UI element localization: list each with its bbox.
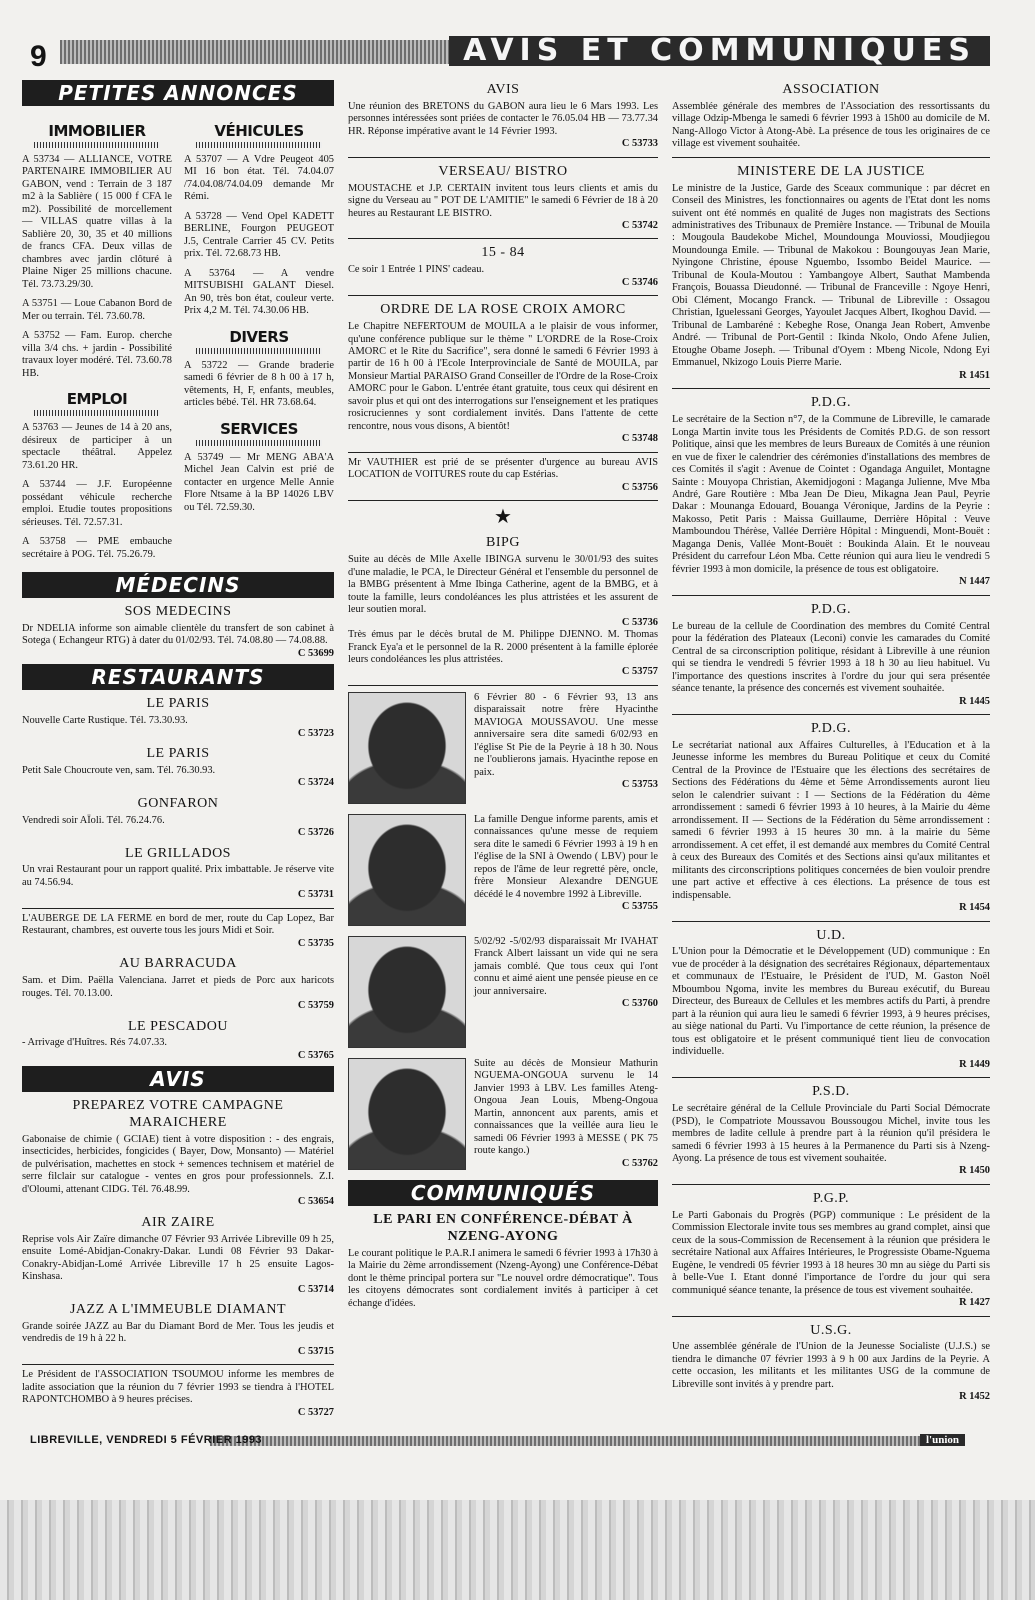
notice-title: P.D.G. [811,395,851,411]
classified-ad: A 53749 — Mr MENG ABA'A Michel Jean Calvin est prié de contacter en urgence Melle Annie Flore Ntsame à la BP 14026 LBV ou Tél. 72.59.30. [184,451,334,513]
obituary-item [348,1058,658,1170]
notice-body: Le bureau de la cellule de Coordination des membres du Comité Central pour la fédération des Plateaux (Leconi) convie les camarades du Comité Central de sa circonscription politique, résidant à Libreville à une réunion qui se tiendra le vendredi 5 février 1993 à 18 h 30 au lieu habituel. Vu l'importance des questions inscrites à l'ordre du jour qui sera présentée séance tenante, la présence des concernés est vivement souhaitée. [672,620,990,695]
restaurant-text: Nouvelle Carte Rustique. Tél. 73.30.93. [22,715,188,727]
divider [22,908,334,909]
column-3 [672,76,990,1404]
divider [348,238,658,239]
notice-body: Le Chapitre NEFERTOUM de MOUILA a le plaisir de vous informer, qu'une conférence publique sur le thème " L'ORDRE de la Rose-Croix AMORC et le Rite du Sacrifice", sera donné le samedi 6 Février 1993 à partir de 16 h 00 à l'Ecole Interprovinciale de Santé de MOUILA, par Monsieur Martial PARAISO Grand Conseiller de l'Ordre de la Rose-Croix AMORC pour le Gabon. L'entrée étant gratuite, tous ceux qui désirent en savoir plus et qui ont des interrogations sur l'enseignement et les pratiques rosicruciennes y sont cordialement invités. Dans l'attente de cette rencontre, nous vous disons, A bientôt! [348,321,658,432]
notice-title: P.G.P. [812,1190,850,1206]
divider [22,1364,334,1365]
classified-ad: A 53722 — Grande braderie samedi 6 février de 8 h 00 à 17 h, vêtements, H, F, enfants, meubles, articles bébé. Tél. HR 73.68.64. [184,359,334,409]
divider [672,714,990,715]
divider [672,921,990,922]
restaurant-text: L'AUBERGE DE LA FERME en bord de mer, route du Cap Lopez, Bar Restaurant, chambres, est ouverte tous les jours Midi et Soir. [22,912,334,937]
notice-title: JAZZ A L'IMMEUBLE DIAMANT [69,1302,287,1318]
classified-ad: A 53728 — Vend Opel KADETT BERLINE, Fourgon PEUGEOT J.5, Centrale Carrier 45 CV. Petits prix. Tél. 72.68.73 HB. [184,210,334,260]
communiques-band: COMMUNIQUÉS [348,1180,658,1206]
notice-body: Mr VAUTHIER est prié de se présenter d'urgence au bureau AVIS LOCATION de VOITURES route du cap Estérias. [348,456,658,481]
restaurant-name: LE PARIS [146,696,210,712]
obituary-item [348,936,658,1048]
portrait-photo [348,936,466,1048]
obituary-text: 5/02/92 -5/02/93 disparaissait Mr IVAHAT Franck Albert laissant un vide qui ne sera jamais comblé. Que tous ceux qui l'ont connu et aimé aient une pensée pieuse en ce jour anniversaire. [474,935,658,997]
notice-body: Gabonaise de chimie ( GCIAE) tient à votre disposition : - des engrais, insecticides, herbicides, fongicides ( Bayer, Dow, Monsanto) — Matériel de pulvérisation, machettes en stock + semences technisem et matériel de serre filclair sur catalogue - ventes en gros pour professionnels. Z.I. d'Oloumi, attenant CIDG. Tél. 76.48.99. [22,1133,334,1195]
restaurant-text: Un vrai Restaurant pour un rapport qualité. Prix imbattable. Je réserve vite au 74.56.94. [22,864,334,888]
petites-annonces-band: PETITES ANNONCES [22,80,334,106]
notice-body: Le Parti Gabonais du Progrès (PGP) communique : Le président de la Commission Electorale invite tous ses membres au grand complet, ainsi que ceux de la sous-Commission de Recensement à la réunion que présidera le secrétaire National aux Affaires Intérieures, le Progressiste Obame-Nguema Eugène, le vendredi 05 février 1993 à 18 heures 30 mn au siège du Parti sis à belle-Vue I. Etant donné l'importance de l'ordre du jour qui sera communiqué séance tenante, la présence de tous est vivement souhaitée. [672,1209,990,1296]
notice-ref: R 1450 [959,1165,990,1177]
page-number: 9 [30,40,47,73]
divider [672,1184,990,1185]
category-emploi: EMPLOI [66,390,128,409]
restaurant-list [22,696,334,1062]
notice-body: Dr NDELIA informe son aimable clientèle du transfert de son cabinet à Sotega ( Echangeur RTG) à dater du 01/02/93. Tél. 74.08.80 — 74.08.88. [22,622,334,647]
classified-ad: A 53763 — Jeunes de 14 à 20 ans, désireux de participer à un spectacle théâtral. Appelez 73.61.20 HR. [22,422,172,471]
restaurant-ref: C 53759 [297,1000,334,1012]
notice-ref: R 1454 [959,902,990,914]
classified-ad: A 53764 — A vendre MITSUBISHI GALANT Diesel. An 90, très bon état, couleur verte. Prix 4,2 M. Tél. 74.30.06 HB. [184,267,334,317]
notice-title: PREPAREZ VOTRE CAMPAGNE MARAICHERE [72,1098,284,1131]
obituary-ref: C 53755 [621,901,658,913]
notice-ref: C 53757 [621,666,658,678]
divider [348,685,658,686]
star-icon: ★ [494,506,512,529]
notice-ref: C 53727 [297,1406,334,1418]
restaurant-ref: C 53726 [297,827,334,839]
notice-ref: C 53654 [297,1196,334,1208]
obituary-text-block [474,1058,658,1170]
notice-title: ORDRE DE LA ROSE CROIX AMORC [380,302,626,318]
notice-body: Grande soirée JAZZ au Bar du Diamant Bord de Mer. Tous les jeudis et vendredis de 19 h à 22 h. [22,1320,334,1345]
notice-body: Suite au décès de Mlle Axelle IBINGA survenu le 30/01/93 des suites d'une maladie, le PCA, le Directeur Général et l'ensemble du personnel de la BMBG présentent à Mme Ibinga Catherine, agent de la BMBG, et à toute la famille, leurs condoléances les plus attristées et les assurent de leur soutien moral. [348,554,658,616]
category-rule [34,410,160,416]
divider [672,595,990,596]
avis-band: AVIS [22,1066,334,1092]
obituary-item [348,814,658,926]
notice-ref: C 53699 [297,647,334,659]
divider [348,157,658,158]
notice-body: Reprise vols Air Zaïre dimanche 07 Février 93 Arrivée Libreville 09 h 25, ensuite Lomé-Abidjan-Conakry-Dakar. Lundi 08 Février 93 Dakar-Conakry-Abidjan-Lomé Arrivée Libreville 17 h 25 ensuite Lagos-Kinshasa. [22,1233,334,1283]
notice-title: VERSEAU/ BISTRO [438,163,568,179]
restaurant-name: GONFARON [137,795,219,811]
restaurant-name: LE PESCADOU [127,1018,228,1034]
obituary-text-block [474,814,658,926]
footer-brand: l'union [920,1434,965,1446]
restaurant-ref: C 53731 [297,889,334,901]
notice-body: Le courant politique le P.A.R.I animera le samedi 6 février 1993 à 17h30 à la Mairie du 2ème arrondissement (Nzeng-Ayong) une Conférence-Débat dont le thème principal portera sur "Le nouvel ordre démocratique". Tous les citoyens démocrates sont cordialement invités à participer à cet échange d'idées. [348,1247,658,1309]
notice-title: P.D.G. [811,721,851,737]
divider [348,295,658,296]
notice-ref: R 1445 [959,695,990,707]
obituary-text: La famille Dengue informe parents, amis et connaissances qu'une messe de requiem sera dite le samedi 6 Février 1993 à 19 h en l'église de la SNI à Owendo ( LBV) pour le repos de l'âme de leur regretté père, oncle, frère Monsieur Alexandre DENGUE décédé le 4 novembre 1992 à Libreville. [474,813,658,900]
footer-band [210,1436,930,1446]
notice-title: BIPG [486,535,520,551]
classifieds-left [22,112,172,568]
restaurant-ref: C 53735 [297,937,334,949]
category-rule [196,142,322,148]
divider [672,1316,990,1317]
category-services: SERVICES [220,419,298,438]
obituary-text-block [474,692,658,804]
portrait-photo [348,814,466,926]
restaurants-band: RESTAURANTS [22,664,334,690]
notice-title: LE PARI EN CONFÉRENCE-DÉBAT À NZENG-AYONG [373,1211,633,1244]
notice-ref: R 1451 [959,369,990,381]
footer-dateline: LIBREVILLE, VENDREDI 5 FÉVRIER 1993 [30,1434,263,1446]
notice-body: Une réunion des BRETONS du GABON aura lieu le 6 Mars 1993. Les personnes intéressées sont priées de contacter le 76.05.04 HB — 73.77.34 HR. Réponse impérative avant le 14 Février 1993. [348,100,658,137]
restaurant-ref: C 53723 [297,727,334,739]
scan-artifact-band [0,1500,1035,1600]
divider [672,157,990,158]
notice-body: MOUSTACHE et J.P. CERTAIN invitent tous leurs clients et amis du signe du Verseau au " POT DE L'AMITIE" le samedi 6 Février de 18 à 20 heures au Restaurant LE BISTRO. [348,182,658,219]
notice-body: Assemblée générale des membres de l'Association des ressortissants du village Odzip-Mbenga le samedi 6 février 1993 à 15h00 au domicile de M. Nang-Allogo Victor à Atong-Abè. La présence de tous les originaires de ce village est vivement souhaitée. [672,100,990,150]
obituary-ref: C 53760 [621,998,658,1010]
divider [348,500,658,501]
notice-ref: C 53736 [621,616,658,628]
notice-body: Le secrétaire de la Section n°7, de la Commune de Libreville, le camarade Longa Martin invite tous les Présidents de Comités P.D.G. de son ressort Politique, ainsi que les membres de leurs Bureaux de Comités à une réunion en vue de fixer le calendrier des cérémonies d'installations des membres de ces Comités il s'agit : Avenue de Cointet : Ogandaga Anguilet, Montagne Sainte : Mouyopa Christian, Akemidjogoni : Maganga Julienne, Mve Mba André, Gare Routière : Mba Jean De Dieu, Mikagna Jean Paul, Peyrie Dakar : Mounanga Edouard, Bouanga Véronique, Jardins de la Peyrie : Makosso, Petit Paris : Maissa Guillaume, Derrière Hôpital : Veuve Mamboundou Thérèse, Vallée Derrière Hôpital : Minguendi, Mont-Bouët : Maganga Denis, Vallée Mont-Bouët : Boukinda Alain. Et le nouveau Président du carrefour Léon Mba. Cette réunion qui aura lieu le vendredi 5 février 1993 à mon domicile, la présence de tous est obligatoire. [672,414,990,575]
column-1 [22,76,334,1419]
obituary-item [348,692,658,804]
obituary-text: Suite au décès de Monsieur Mathurin NGUEMA-ONGOUA survenu le 14 Janvier 1993 à LBV. Les familles Ateng-Ongoua Jean Louis, Mbeng-Ongoua Martin, annoncent aux parents, amis et connaissances que la veillée aura lieu le samedi 06 Février 1993 à MESSE ( PK 75 route kango.) [474,1057,658,1157]
notice-body: L'Union pour la Démocratie et le Développement (UD) communique : En vue de procéder à la désignation des secrétaires Régionaux, départementaux et communaux de l'Estuaire, le Président de l'UD, M. Gaston Noël Mboumbou Ngoma, invite les membres du Bureau exécutif, du Bureau Directeur, des Bureaux de Cellules et les membres actifs du Parti, à prendre part à la réunion qui aura lieu le samedi 6 février 1993, à 9 heures précises, au siège national du Parti. Vu l'importance de cette réunion, la présence de tous est obligatoire et le présent communiqué tient lieu de convocation individuelle. [672,946,990,1058]
notice-title: U.S.G. [810,1322,852,1338]
notice-title: P.D.G. [811,601,851,617]
restaurant-text: Sam. et Dim. Paëlla Valenciana. Jarret et pieds de Porc aux haricots rouges. Tél. 70.13.00. [22,975,334,999]
classified-ad: A 53758 — PME embauche secrétaire à POG. Tél. 75.26.79. [22,536,172,560]
notice-body: Le secrétaire général de la Cellule Provinciale du Parti Social Démocrate (PSD), le Compatriote Moussavou Boussougou Michel, invite tous les membres de ladite cellule à prendre part à la réunion qu'il présidera le samedi 6 février 1993 à 15 heures à la Permanence du Parti sis à Nzeng-Ayong. La présence de tous est vivement souhaitée. [672,1103,990,1164]
notice-ref: C 53733 [621,138,658,150]
category-rule [196,348,322,354]
notice-title: AVIS [486,82,520,97]
notice-body: Une assemblée générale de l'Union de la Jeunesse Socialiste (U.J.S.) se tiendra le dimanche 07 février 1993 à 9 h 00 aux Jardins de la Peyrie. A cette occasion, les militants et les militantes USG de la commune de Libreville sont invités à y prendre part. [672,1341,990,1390]
classified-ad: A 53751 — Loue Cabanon Bord de Mer ou terrain. Tél. 73.60.78. [22,298,172,322]
notice-ref: C 53742 [621,219,658,231]
notice-body: Le ministre de la Justice, Garde des Sceaux communique : par décret en Conseil des Ministres, les fonctionnaires ou agents de l'Etat dont les noms suivent ont été nommés en qualité de Juges non magistrats des Sections administratives des Tribunaux de Première Instance. — Tribunal de Mouila : Mougoula Baudekobe Michel, Moundounga Mouviossi, Moudjiegou Moundounga Emile. — Tribunal de Makokou : Boungouyas Jean Marie, Nyingone Christine, épouse Nguembo, Issombo Beidel Maurice. — Tribunal de Koula-Moutou : Yambangoye Albert, Sauthat Mambenda François, Bouassa Dieudonné. — Tribunal de Franceville : Ngoye Henri, Obi Clément, Mocango Franck. — Tribunal de Libreville : Ossagou Christian, Iguelessani Georges, Yayoulet Jacques Albert, Ikoghou David. — Tribunal de Lambaréné : Kebeghe Rose, Onanga Jean Robert, Amvenbe André. — Tribunal de Port-Gentil : Ikinda Nkolo, Ondo Afene Julien, Etoughe Obame Joseph. — Tribunal d'Oyem : Mbeng Nicole, Ndong Eyi Emmanuel, Nkizogo Louis Pierre Marie. [672,182,990,369]
notice-body: Ce soir 1 Entrée 1 PINS' cadeau. [348,264,485,276]
classifieds-right [184,112,334,568]
classifieds-grid [22,112,334,568]
notice-ref: C 53748 [621,433,658,445]
notice-ref: R 1427 [959,1297,990,1309]
column-2 [348,76,658,1310]
notice-ref: R 1452 [959,1391,990,1403]
obituary-ref: C 53762 [621,1157,658,1169]
classified-ad: A 53752 — Fam. Europ. cherche villa 3/4 chs. + jardin - Possibilité travaux loyer modéré. Tél. 73.60.78 HB. [22,330,172,379]
notice-ref: N 1447 [959,576,990,588]
notice-ref: C 53714 [297,1283,334,1295]
classified-ad: A 53744 — J.F. Européenne possédant véhicule recherche emploi. Etudie toutes propositions sérieuses. Tél. 72.57.31. [22,479,172,528]
restaurant-name: AU BARRACUDA [119,956,237,972]
notice-title: AIR ZAIRE [141,1214,215,1230]
category-immobilier: IMMOBILIER [48,122,146,140]
category-rule [196,440,322,446]
notice-title: SOS MEDECINS [124,604,232,620]
notice-title: U.D. [816,927,846,943]
restaurant-text: Petit Sale Choucroute ven, sam. Tél. 76.30.93. [22,764,216,776]
classified-ad: A 53734 — ALLIANCE, VOTRE PARTENAIRE IMMOBILIER AU GABON, vend : Terrain de 3 187 m2 à la Sablière ( 15 000 f CFA le m2). Possibilité de morcellement — VILLAS quatre villas à la Sablière 20, 30, 35 et 40 millions de francs CFA. Deux villas de chambres avec jardin clôturé à Plaine Niger 25 millions chacune. Tél. 73.73.29/30. [22,154,172,290]
notice-body: Le secrétariat national aux Affaires Culturelles, à l'Education et à la Jeunesse informe les membres du Bureau Politique et ceux du Comité Central de la Province de l'Estuaire que les élections des secrétaires de Sections des Fédérations du 4ème et 5ème Arrondissements auront lieu selon le calendrier suivant : I — Sections de la Fédération du 4ème arrondissement : samedi 6 février 1993 à 10 heures, à la Mairie du 4ème arrondissement. II — Sections de la Fédération du 5ème arrondissement : samedi 6 février 1993 à 15 heures 30 mn. à la mairie du 5ème arrondissement. A cet effet, il est demandé aux membres du Comité Central à ceux des Bureaux des Comités et des Sections ainsi qu'aux militantes et militants des circonscriptions politiques concernées de bien vouloir prendre une part active et effective à ces élections. La présence de tous est indispensable. [672,739,990,901]
obituary-ref: C 53753 [621,779,658,791]
restaurant-ref: C 53724 [297,777,334,789]
notice-ref: C 53746 [621,276,658,288]
notice-title: ASSOCIATION [782,82,880,97]
restaurant-text: - Arrivage d'Huîtres. Rés 74.07.33. [22,1037,168,1049]
notice-ref: C 53715 [297,1345,334,1357]
notice-title: 15 - 84 [481,245,525,261]
category-vehicules: VÉHICULES [214,122,304,140]
notice-ref: C 53756 [621,481,658,493]
restaurant-text: Vendredi soir AÏoli. Tél. 76.24.76. [22,814,165,826]
section-title: AVIS ET COMMUNIQUÉS [449,36,990,66]
obituary-text: 6 Février 80 - 6 Février 93, 13 ans disparaissait notre frère Hyacinthe MAVIOGA MOUSSAVOU. Une messe anniversaire sera dite samedi 6/02/93 en l'église St Pie de la Peyrie à 18 h 30. Nous ne l'oublierons jamais. Hyacinthe repose en paix. [474,691,658,778]
restaurant-name: LE PARIS [146,746,210,762]
portrait-photo [348,1058,466,1170]
medecins-band: MÉDECINS [22,572,334,598]
restaurant-name: LE GRILLADOS [125,845,231,861]
obituary-text-block [474,936,658,1048]
notice-ref: R 1449 [959,1058,990,1070]
notice-body: Très émus par le décès brutal de M. Philippe DJENNO. M. Thomas Franck Eya'a et le personnel de la R. 2000 présentent à la famille éplorée leurs condoléances les plus attristées. [348,629,658,665]
classified-ad: A 53707 — A Vdre Peugeot 405 MI 16 bon état. Tél. 74.04.07 /74.04.08/74.04.09 demande Mr Rémi. [184,154,334,203]
divider [672,388,990,389]
notice-body: Le Président de l'ASSOCIATION TSOUMOU informe les membres de ladite association que la réunion du 7 février 1993 se tiendra à l'HOTEL RAPONTCHOMBO à 9 heures précises. [22,1369,334,1406]
category-divers: DIVERS [229,327,289,346]
notice-title: MINISTERE DE LA JUSTICE [737,163,925,179]
category-rule [34,142,160,148]
notice-title: P.S.D. [812,1084,850,1100]
portrait-photo [348,692,466,804]
restaurant-ref: C 53765 [297,1049,334,1061]
divider [672,1077,990,1078]
divider [348,452,658,453]
